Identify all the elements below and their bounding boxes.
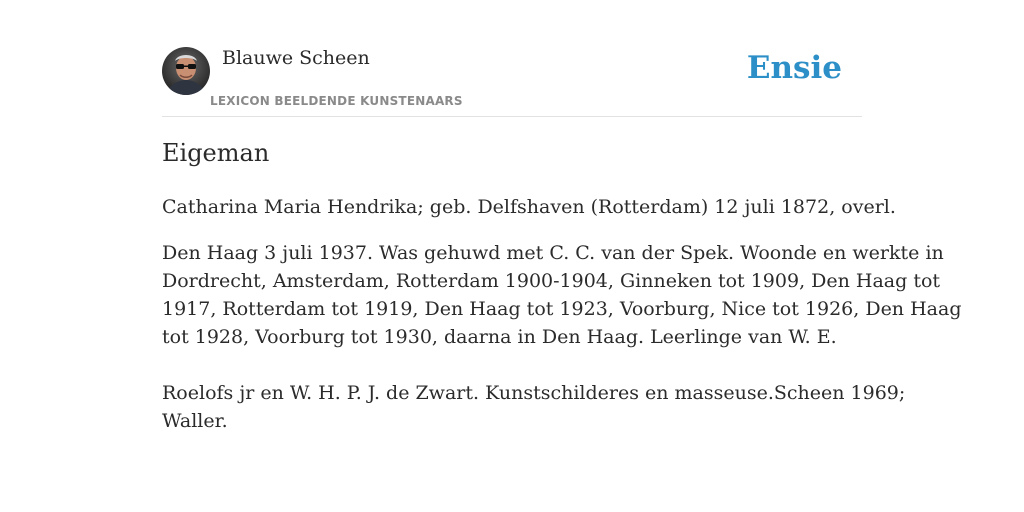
category-label[interactable]: LEXICON BEELDENDE KUNSTENAARS (210, 94, 463, 108)
body-line: Waller. (162, 410, 228, 432)
body-line: 1917, Rotterdam tot 1919, Den Haag tot 1923, Voorburg, Nice tot 1926, Den Haag (162, 298, 962, 320)
entry-title: Eigeman (162, 139, 270, 167)
body-line: tot 1928, Voorburg tot 1930, daarna in Den Haag. Leerlinge van W. E. (162, 326, 837, 348)
page-container (162, 0, 962, 512)
entry-intro: Catharina Maria Hendrika; geb. Delfshaven (Rotterdam) 12 juli 1872, overl. (162, 196, 896, 218)
avatar-photo-icon (162, 47, 210, 95)
author-avatar[interactable] (162, 47, 210, 95)
ensie-logo[interactable]: Ensie (746, 50, 842, 86)
body-line: Den Haag 3 juli 1937. Was gehuwd met C. C. van der Spek. Woonde en werkte in (162, 242, 944, 264)
body-line: Dordrecht, Amsterdam, Rotterdam 1900-1904, Ginneken tot 1909, Den Haag tot (162, 270, 941, 292)
paragraph-gap (162, 351, 862, 379)
entry-body (162, 239, 962, 435)
body-line: Roelofs jr en W. H. P. J. de Zwart. Kunstschilderes en masseuse.Scheen 1969; (162, 382, 906, 404)
entry-header (162, 46, 862, 117)
author-name[interactable]: Blauwe Scheen (222, 47, 370, 69)
